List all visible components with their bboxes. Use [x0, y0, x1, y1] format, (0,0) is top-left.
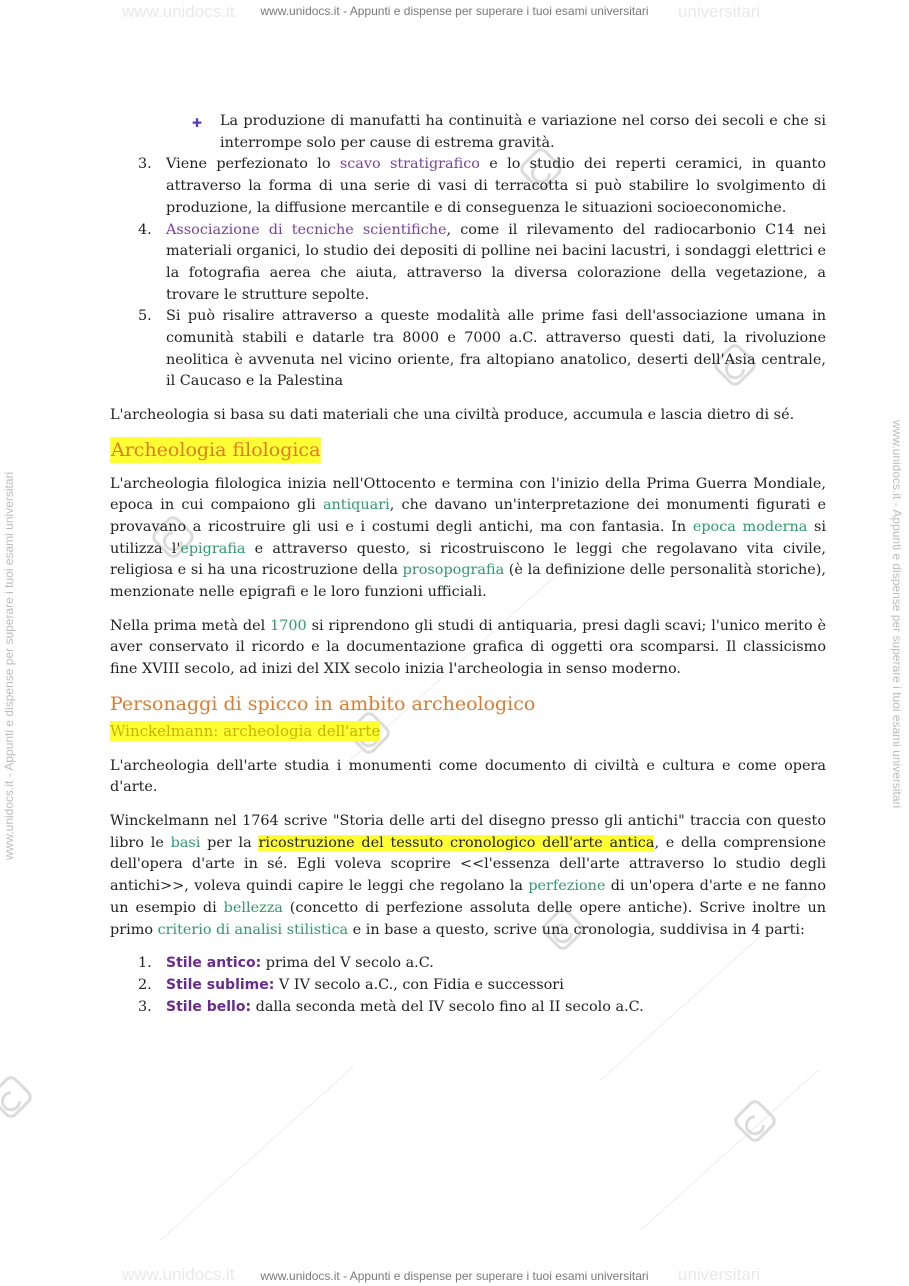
bullet-arrow-icon: ✚	[192, 116, 203, 130]
list-number: 3.	[138, 156, 152, 173]
paragraph: L'archeologia si basa su dati materiali che una civiltà produce, accumula e lascia dietro di sé.	[110, 407, 795, 424]
style-name: Stile bello:	[166, 998, 252, 1015]
text-run: L'archeologia filologica inizia nell'Ottocento e termina con l'inizio della Prima Guerra Mondiale, epoca in cui compaiono gli	[110, 475, 826, 514]
watermark-footer: www.unidocs.it - Appunti e dispense per superare i tuoi esami universitari	[260, 1269, 649, 1283]
styles-list	[110, 953, 826, 1018]
text-run: , che davano un'interpretazione dei monumenti figurati e provavano a ricostruire gli usi e i costumi degli antichi, ma con fantasia. In	[110, 497, 826, 535]
style-name: Stile sublime:	[166, 976, 275, 993]
list-number: 4.	[138, 221, 152, 238]
term-perfezione: perfezione	[528, 878, 606, 895]
heading-archeologia-filologica: Archeologia filologica	[111, 438, 321, 461]
style-desc: dalla seconda metà del IV secolo fino al II secolo a.C.	[251, 998, 644, 1015]
watermark-diagonal-line	[160, 1066, 354, 1241]
list-text: , come il rilevamento del radiocarbonio C14 nei materiali organici, lo studio dei depositi di polline nei bacini lacustri, i sondaggi elettrici e la fotografia aerea che aiuta, attraverso la diversa colorazione della vegetazione, a trovare le strutture sepolte.	[166, 221, 826, 303]
list-item	[110, 306, 826, 393]
text-run: Nella prima metà del	[110, 617, 271, 634]
highlight-ricostruzione: ricostruzione del tessuto cronologico dell'arte antica	[258, 834, 655, 851]
text-run: Winckelmann nel 1764 scrive "Storia delle arti del disegno presso gli antichi" traccia con questo libro le	[110, 812, 826, 851]
watermark-ghost-bottom-left: www.unidocs.it	[122, 1265, 235, 1284]
paragraph-winckelmann	[110, 811, 826, 941]
list-item	[110, 154, 826, 219]
heading-personaggi: Personaggi di spicco in ambito archeologico	[110, 692, 536, 715]
heading-winckelmann: Winckelmann: archeologia dell'arte	[110, 721, 381, 740]
bullet-item	[110, 111, 826, 154]
text-run: , e della comprensione dell'opera d'arte in sé. Egli voleva scoprire <<l'essenza dell'arte attraverso lo studio degli antichi>>, voleva quindi capire le leggi che regolano la	[110, 834, 827, 895]
term-epigrafia: epigrafia	[180, 540, 246, 557]
list-term: scavo stratigrafico	[339, 156, 480, 173]
style-item	[110, 975, 826, 997]
term-criterio: criterio di analisi stilistica	[157, 921, 349, 938]
style-desc: prima del V secolo a.C.	[261, 955, 434, 972]
watermark-ghost-left: www.unidocs.it	[122, 2, 235, 21]
text-run: si utilizza l'	[110, 518, 827, 557]
text-run: (concetto di perfezione assoluta delle opere antiche). Scrive inoltre un primo	[110, 899, 826, 938]
bullet-text: La produzione di manufatti ha continuità e variazione nel corso dei secoli e che si interrompe solo per cause di estrema gravità.	[220, 113, 826, 151]
document-body	[110, 111, 826, 1018]
text-run: (è la definizione delle personalità storiche), menzionate nelle epigrafi e le loro funzioni ufficiali.	[110, 562, 826, 601]
style-desc: V IV secolo a.C., con Fidia e successori	[274, 976, 564, 993]
term-epoca-moderna: epoca moderna	[692, 518, 808, 535]
style-item	[110, 997, 826, 1019]
list-text: Viene perfezionato lo	[166, 156, 340, 173]
list-number: 2.	[138, 976, 152, 993]
unidocs-logo-icon	[0, 1073, 35, 1121]
watermark-side-left: www.unidocs.it - Appunti e dispense per superare i tuoi esami universitari	[2, 471, 16, 860]
paragraph-arte: L'archeologia dell'arte studia i monumenti come documento di civiltà e cultura e come opera d'arte.	[110, 757, 826, 796]
watermark-ghost-right: universitari	[678, 2, 761, 21]
term-basi: basi	[170, 834, 201, 851]
text-run: e attraverso questo, si ricostruiscono le leggi che regolavano vita civile, religiosa e si ha una ricostruzione della	[110, 540, 826, 579]
style-item	[110, 953, 826, 975]
list-number: 3.	[138, 998, 152, 1015]
numbered-list	[110, 154, 826, 393]
text-run: di un'opera d'arte e ne fanno un esempio di	[110, 878, 826, 916]
term-bellezza: bellezza	[223, 899, 283, 916]
term-antiquari: antiquari	[322, 497, 390, 514]
unidocs-logo-icon	[731, 1097, 779, 1145]
text-run: si riprendono gli studi di antiquaria, presi dagli scavi; l'unico merito è aver conservato il ricordo e la documentazione grafica di oggetti ora scomparsi. Il classicismo fine XVIII secolo, ad inizi del XIX secolo inizia l'archeologia in senso moderno.	[110, 617, 826, 678]
watermark-header: www.unidocs.it - Appunti e dispense per superare i tuoi esami universitari	[260, 4, 649, 18]
watermark-ghost-bottom-right: universitari	[678, 1265, 761, 1284]
style-name: Stile antico:	[166, 955, 262, 972]
term-1700: 1700	[270, 617, 307, 634]
list-term: Associazione di tecniche scientifiche	[166, 221, 447, 238]
paragraph-filologica	[110, 474, 826, 604]
list-text: Si può risalire attraverso a queste modalità alle prime fasi dell'associazione umana in comunità stabili e datarle tra 8000 e 7000 a.C. attraverso questi dati, la rivoluzione neolitica è avvenuta nel vicino oriente, fra altopiano anatolico, deserti dell'Asia centrale, il Caucaso e la Palestina	[166, 308, 826, 390]
watermark-side-right: www.unidocs.it - Appunti e dispense per superare i tuoi esami universitari	[890, 420, 904, 809]
list-number: 1.	[138, 955, 152, 972]
list-number: 5.	[138, 308, 152, 325]
paragraph-settecento	[110, 616, 826, 681]
list-item	[110, 220, 826, 307]
text-run: per la	[200, 834, 259, 851]
text-run: e in base a questo, scrive una cronologia, suddivisa in 4 parti:	[348, 921, 805, 938]
watermark-diagonal-line	[640, 1069, 819, 1230]
term-prosopografia: prosopografia	[402, 562, 505, 579]
list-text: e lo studio dei reperti ceramici, in quanto attraverso la forma di una serie di vasi di terracotta si può stabilire lo svolgimento di produzione, la diffusione mercantile e di conseguenza le situazioni socioeconomiche.	[166, 156, 826, 216]
